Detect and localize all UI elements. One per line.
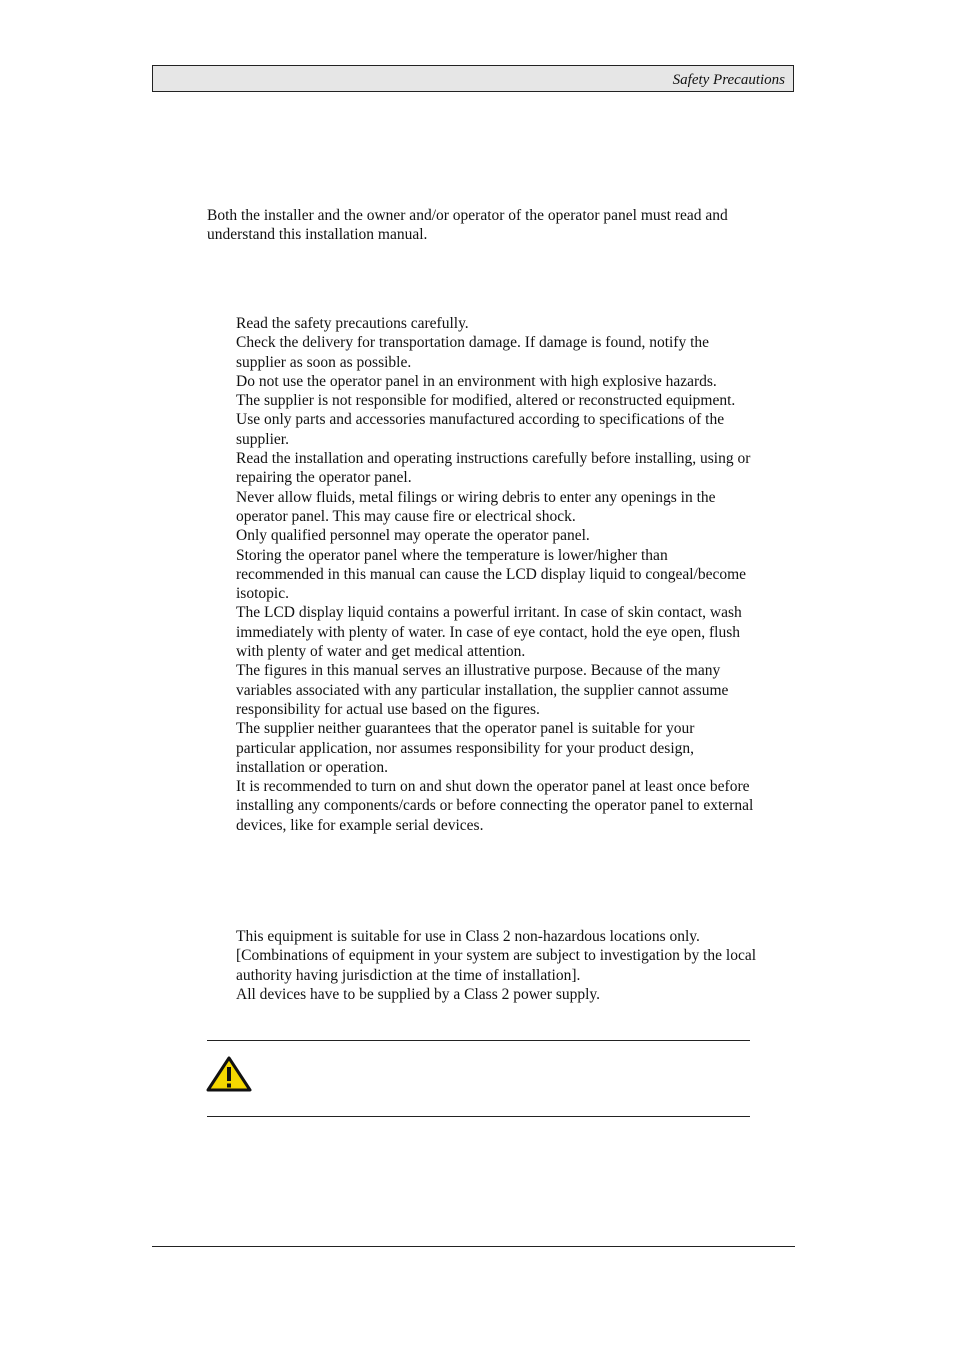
warning-box-bottom-rule (207, 1116, 750, 1117)
page-header (152, 65, 794, 92)
safety-item: The figures in this manual serves an illustrative purpose. Because of the many variables associated with any particular installation, the supplier cannot assume responsibility for actual use based on the figures. (236, 662, 729, 718)
safety-item: Do not use the operator panel in an environment with high explosive hazards. (236, 372, 717, 390)
intro-paragraph: Both the installer and the owner and/or operator of the operator panel must read and understand this installation manual. (207, 207, 728, 244)
ul-item: This equipment is suitable for use in Class 2 non-hazardous locations only. [Combinations of equipment in your system are subject to investigation by the local authority having jurisdiction at the time of installation]. (236, 928, 757, 984)
safety-item: Read the safety precautions carefully. (236, 315, 469, 332)
safety-item: It is recommended to turn on and shut down the operator panel at least once before installing any components/cards or before connecting the operator panel to external devices, like for example serial devices. (236, 778, 754, 834)
safety-item: The supplier is not responsible for modified, altered or reconstructed equipment. (236, 392, 736, 410)
safety-item: Use only parts and accessories manufactured according to specifications of the supplier. (236, 411, 725, 448)
safety-item: Never allow fluids, metal filings or wiring debris to enter any openings in the operator panel. This may cause fire or electrical shock. (236, 488, 716, 525)
safety-list (236, 314, 756, 835)
warning-icon (206, 1056, 252, 1092)
safety-item: Only qualified personnel may operate the operator panel. (236, 527, 590, 545)
safety-item: Check the delivery for transportation damage. If damage is found, notify the supplier as soon as possible. (236, 334, 710, 371)
safety-item: The LCD display liquid contains a powerful irritant. In case of skin contact, wash immediately with plenty of water. In case of eye contact, hold the eye open, flush with plenty of water and get medical attention. (236, 604, 742, 661)
header-title: Safety Precautions (672, 72, 785, 88)
footer-rule (152, 1246, 795, 1247)
safety-item: The supplier neither guarantees that the operator panel is suitable for your particular application, nor assumes responsibility for your product design, installation or operation. (236, 720, 695, 776)
ul-requirements-list (236, 927, 756, 1004)
safety-item: Storing the operator panel where the temperature is lower/higher than recommended in this manual can cause the LCD display liquid to congeal/become isotopic. (236, 546, 747, 603)
ul-item: All devices have to be supplied by a Class 2 power supply. (236, 985, 601, 1003)
safety-item: Read the installation and operating instructions carefully before installing, using or repairing the operator panel. (236, 450, 751, 487)
warning-box-top-rule (207, 1040, 750, 1041)
